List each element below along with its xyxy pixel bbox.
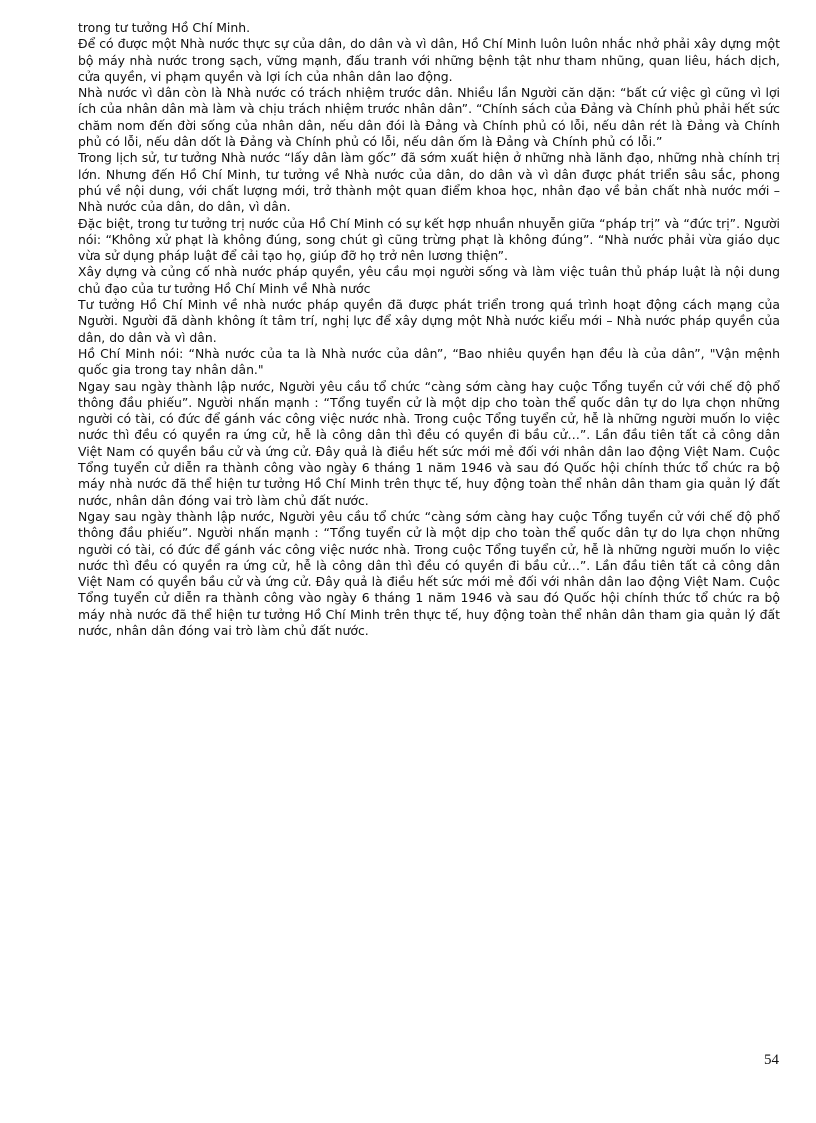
paragraph: Ngay sau ngày thành lập nước, Người yêu cầu tổ chức “càng sớm càng hay cuộc Tổng tuyển cử với chế độ phổ thông đầu phiếu”. Người nhấn mạnh : “Tổng tuyển cử là một dịp cho toàn thể quốc dân tự do lựa chọn những người có tài, có đức để gánh vác công việc nước nhà. Trong cuộc Tổng tuyển cử, hễ là những người muốn lo việc nước thì đều có quyền ra ứng cử, hễ là công dân thì đều có quyền đi bầu cử…”. Lần đầu tiên tất cả công dân Việt Nam có quyền bầu cử và ứng cử. Đây quả là điều hết sức mới mẻ đối với nhân dân lao động Việt Nam. Cuộc Tổng tuyển cử diễn ra thành công vào ngày 6 tháng 1 năm 1946 và sau đó Quốc hội chính thức tổ chức ra bộ máy nhà nước đã thể hiện tư tưởng Hồ Chí Minh trên thực tế, huy động toàn thể nhân dân tham gia quản lý đất nước, nhân dân đóng vai trò làm chủ đất nước.: [78, 378, 780, 508]
paragraph: trong tư tưởng Hồ Chí Minh.: [78, 20, 251, 35]
paragraph: Ngay sau ngày thành lập nước, Người yêu cầu tổ chức “càng sớm càng hay cuộc Tổng tuyển cử với chế độ phổ thông đầu phiếu”. Người nhấn mạnh : “Tổng tuyển cử là một dịp cho toàn thể quốc dân tự do lựa chọn những người có tài, có đức để gánh vác công việc nước nhà. Trong cuộc Tổng tuyển cử, hễ là những người muốn lo việc nước thì đều có quyền ra ứng cử, hễ là công dân thì đều có quyền đi bầu cử…”. Lần đầu tiên tất cả công dân Việt Nam có quyền bầu cử và ứng cử. Đây quả là điều hết sức mới mẻ đối với nhân dân lao động Việt Nam. Cuộc Tổng tuyển cử diễn ra thành công vào ngày 6 tháng 1 năm 1946 và sau đó Quốc hội chính thức tổ chức ra bộ máy nhà nước đã thể hiện tư tưởng Hồ Chí Minh trên thực tế, huy động toàn thể nhân dân tham gia quản lý đất nước, nhân dân đóng vai trò làm chủ đất nước.: [78, 508, 780, 638]
paragraph: Để có được một Nhà nước thực sự của dân, do dân và vì dân, Hồ Chí Minh luôn luôn nhắc nhở phải xây dựng một bộ máy nhà nước trong sạch, vững mạnh, đấu tranh với những bệnh tật như tham nhũng, quan liêu, hách dịch, cửa quyền, vi phạm quyền và lợi ích của nhân dân lao động.: [78, 36, 780, 84]
paragraph: Xây dựng và củng cố nhà nước pháp quyền, yêu cầu mọi người sống và làm việc tuân thủ pháp luật là nội dung chủ đạo của tư tưởng Hồ Chí Minh về Nhà nước: [78, 264, 780, 296]
page-number: 54: [764, 1052, 779, 1068]
document-body: [78, 20, 780, 639]
paragraph: Trong lịch sử, tư tưởng Nhà nước “lấy dân làm gốc” đã sớm xuất hiện ở những nhà lãnh đạo, những nhà chính trị lớn. Nhưng đến Hồ Chí Minh, tư tưởng về Nhà nước của dân, do dân và vì dân được phát triển sâu sắc, phong phú về nội dung, với chất lượng mới, trở thành một quan điểm khoa học, nhân đạo về bản chất nhà nước mới – Nhà nước của dân, do dân, vì dân.: [78, 150, 780, 215]
paragraph: Đặc biệt, trong tư tưởng trị nước của Hồ Chí Minh có sự kết hợp nhuần nhuyễn giữa “pháp trị” và “đức trị”. Người nói: “Không xử phạt là không đúng, song chút gì cũng trừng phạt là không đúng”. “Nhà nước phải vừa giáo dục vừa sử dụng pháp luật để cải tạo họ, giúp đỡ họ trở nên lương thiện”.: [78, 215, 780, 264]
paragraph: Tư tưởng Hồ Chí Minh về nhà nước pháp quyền đã được phát triển trong quá trình hoạt động cách mạng của Người. Người đã dành không ít tâm trí, nghị lực để xây dựng một Nhà nước kiểu mới – Nhà nước pháp quyền của dân, do dân và vì dân.: [78, 297, 780, 345]
paragraph: Hồ Chí Minh nói: “Nhà nước của ta là Nhà nước của dân”, “Bao nhiêu quyền hạn đều là của dân”, "Vận mệnh quốc gia trong tay nhân dân.": [78, 345, 780, 378]
paragraph: Nhà nước vì dân còn là Nhà nước có trách nhiệm trước dân. Nhiều lần Người căn dặn: “bất cứ việc gì cũng vì lợi ích của nhân dân mà làm và chịu trách nhiệm trước nhân dân”. “Chính sách của Đảng và Chính phủ phải hết sức chăm nom đến đời sống của nhân dân, nếu dân đói là Đảng và Chính phủ có lỗi, nếu dân rét là Đảng và Chính phủ có lỗi, nếu dân dốt là Đảng và Chính phủ có lỗi, nếu dân ốm là Đảng và Chính phủ có lỗi.”: [78, 85, 780, 150]
